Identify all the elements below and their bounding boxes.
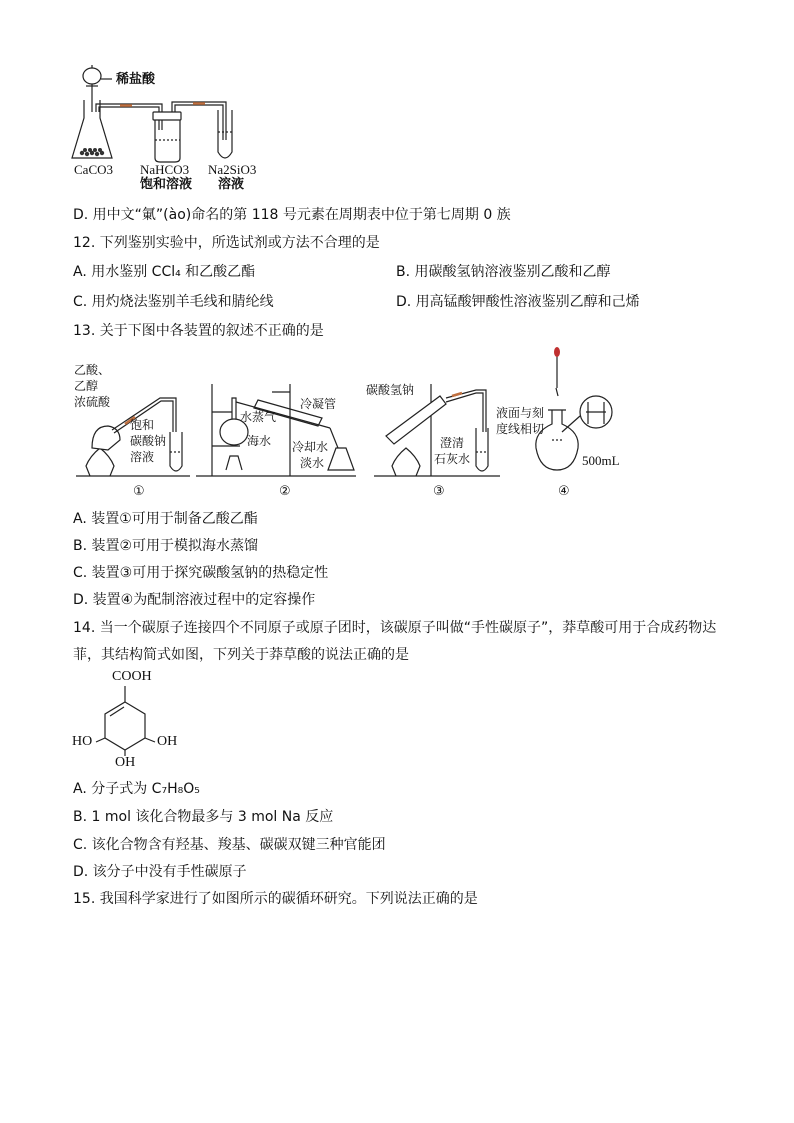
q14-option-d: D. 该分子中没有手性碳原子 bbox=[73, 864, 247, 880]
struct-ho-left: HO bbox=[72, 734, 93, 749]
q13-option-c: C. 装置③可用于探究碳酸氢钠的热稳定性 bbox=[73, 565, 329, 581]
d4-number: ④ bbox=[558, 484, 570, 499]
label-na2sio3: Na2SiO3 bbox=[208, 162, 257, 177]
d3-label-clear: 澄清 bbox=[440, 436, 465, 450]
d4-label-level1: 液面与刻 bbox=[496, 406, 545, 420]
label-dilute-hcl: 稀盐酸 bbox=[116, 72, 156, 87]
label-na2sio3-solution: 溶液 bbox=[218, 177, 245, 192]
d3-label-nahco3: 碳酸氢钠 bbox=[366, 383, 415, 397]
struct-oh-right: OH bbox=[157, 734, 178, 749]
q15-stem: 15. 我国科学家进行了如图所示的碳循环研究。下列说法正确的是 bbox=[73, 891, 478, 907]
q13-option-d: D. 装置④为配制溶液过程中的定容操作 bbox=[73, 592, 316, 608]
d2-label-seawater: 海水 bbox=[247, 434, 272, 448]
d1-label-saturated: 饱和 bbox=[130, 418, 155, 432]
q13-option-b: B. 装置②可用于模拟海水蒸馏 bbox=[73, 538, 259, 554]
q13-stem: 13. 关于下图中各装置的叙述不正确的是 bbox=[73, 323, 324, 339]
d1-label-na2co3: 碳酸钠 bbox=[130, 434, 167, 448]
d1-label-sulfuric: 浓硫酸 bbox=[74, 395, 111, 409]
label-nahco3-saturated: 饱和溶液 bbox=[140, 177, 193, 192]
q14-option-a: A. 分子式为 C₇H₈O₅ bbox=[73, 781, 200, 797]
q11-option-d: D. 用中文“氭”(ào)命名的第 118 号元素在周期表中位于第七周期 0 族 bbox=[73, 207, 511, 223]
d1-number: ① bbox=[133, 484, 145, 499]
d1-label-ethanol: 乙醇 bbox=[74, 379, 99, 393]
q14-stem-line2: 菲，其结构简式如图，下列关于莽草酸的说法正确的是 bbox=[73, 647, 409, 663]
q14-stem-line1: 14. 当一个碳原子连接四个不同原子或原子团时，该碳原子叫做“手性碳原子”，莽草酸可用于合成药物达 bbox=[73, 620, 717, 636]
d2-label-cooling-water: 冷却水 bbox=[292, 440, 329, 454]
struct-oh-bottom: OH bbox=[115, 755, 136, 770]
q12-option-b: B. 用碳酸氢钠溶液鉴别乙酸和乙醇 bbox=[396, 264, 611, 280]
q12-option-c: C. 用灼烧法鉴别羊毛线和腈纶线 bbox=[73, 294, 274, 310]
d2-number: ② bbox=[279, 484, 291, 499]
q12-option-d: D. 用高锰酸钾酸性溶液鉴别乙醇和己烯 bbox=[396, 294, 640, 310]
d3-label-limewater: 石灰水 bbox=[434, 452, 471, 466]
d4-label-level2: 度线相切 bbox=[496, 422, 545, 436]
q12-option-a: A. 用水鉴别 CCl₄ 和乙酸乙酯 bbox=[73, 264, 256, 280]
d2-label-fresh-water: 淡水 bbox=[300, 456, 325, 470]
q14-option-c: C. 该化合物含有羟基、羧基、碳碳双键三种官能团 bbox=[73, 837, 386, 853]
q12-stem: 12. 下列鉴别实验中，所选试剂或方法不合理的是 bbox=[73, 235, 380, 251]
q13-option-a: A. 装置①可用于制备乙酸乙酯 bbox=[73, 511, 258, 527]
d1-label-acetic: 乙酸、 bbox=[74, 363, 111, 377]
d4-label-volume: 500mL bbox=[582, 453, 620, 468]
d3-number: ③ bbox=[433, 484, 445, 499]
q14-option-b: B. 1 mol 该化合物最多与 3 mol Na 反应 bbox=[73, 809, 334, 825]
d1-label-solution: 溶液 bbox=[130, 450, 155, 464]
d2-label-condenser: 冷凝管 bbox=[300, 397, 337, 411]
label-caco3: CaCO3 bbox=[74, 162, 113, 177]
d2-label-steam: 水蒸气 bbox=[240, 410, 277, 424]
struct-cooh: COOH bbox=[112, 669, 152, 684]
label-nahco3: NaHCO3 bbox=[140, 162, 190, 177]
